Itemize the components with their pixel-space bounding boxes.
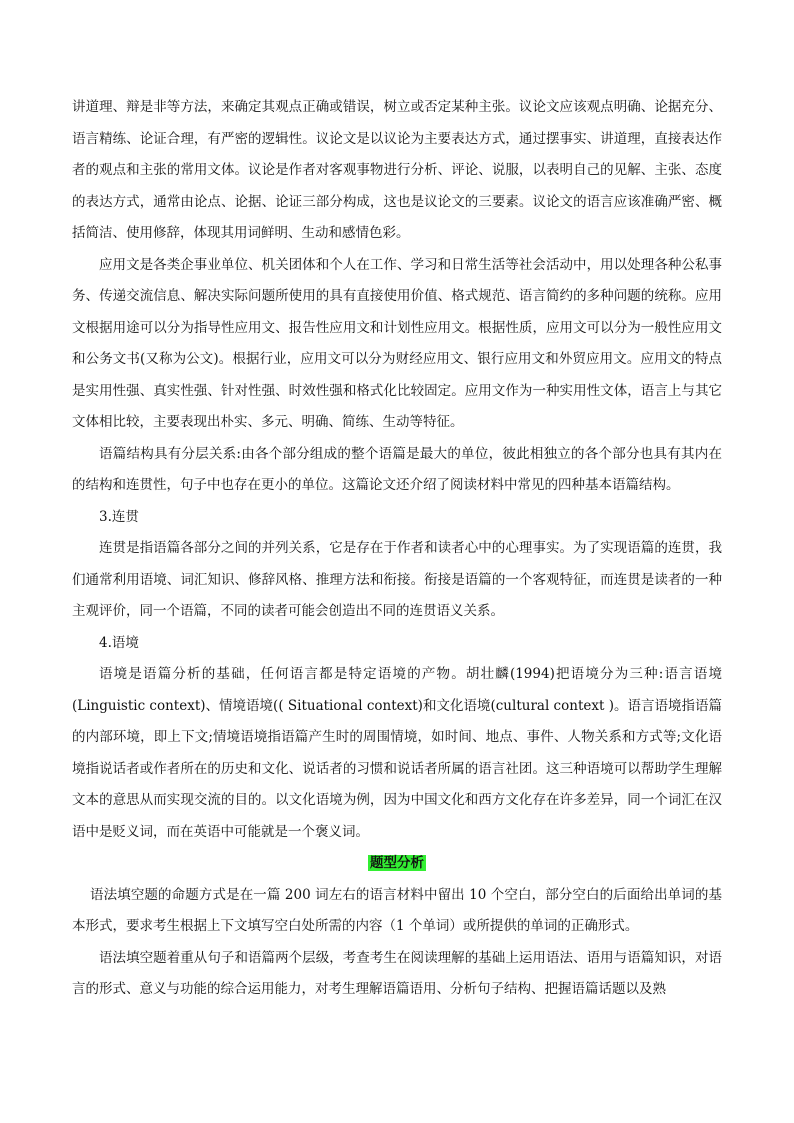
- document-body: [72, 92, 722, 1006]
- heading-context: 4.语境: [99, 634, 139, 651]
- heading-coherence: 3.连贯: [99, 508, 139, 525]
- paragraph-context: 语境是语篇分析的基础，任何语言都是特定语境的产物。胡壮麟(1994)把语境分为三种:语言语境(Linguistic context)、情境语境(( Situational context)和文化语境(cultural context )。语言语境指语篇的内部环境，即上下文;情境语境指语篇产生时的周围情境，如时间、地点、事件、人物关系和方式等;文化语境指说话者或作者所在的历史和文化、说话者的习惯和说话者所属的语言社团。这三种语境可以帮助学生理解文本的意思从而实现交流的目的。以文化语境为例，因为中国文化和西方文化存在许多差异，同一个词汇在汉语中是贬义词，而在英语中可能就是一个褒义词。: [72, 666, 722, 840]
- paragraph-question-format: 语法填空题的命题方式是在一篇 200 词左右的语言材料中留出 10 个空白，部分空白的后面给出单词的基本形式，要求考生根据上下文填写空白处所需的内容（1 个单词）或所提供的单词的正确形式。: [72, 886, 722, 934]
- section-title: [72, 848, 722, 880]
- paragraph-coherence: 连贯是指语篇各部分之间的并列关系，它是存在于作者和读者心中的心理事实。为了实现语篇的连贯，我们通常利用语境、词汇知识、修辞风格、推理方法和衔接。衔接是语篇的一个客观特征，而连贯是读者的一种主观评价，同一个语篇，不同的读者可能会创造出不同的连贯语义关系。: [72, 540, 722, 619]
- paragraph-discourse-structure: 语篇结构具有分层关系:由各个部分组成的整个语篇是最大的单位，彼此相独立的各个部分也具有其内在的结构和连贯性，句子中也存在更小的单位。这篇论文还介绍了阅读材料中常见的四种基本语篇结构。: [72, 445, 722, 493]
- paragraph-practical-writing: 应用文是各类企事业单位、机关团体和个人在工作、学习和日常生活等社会活动中，用以处理各种公私事务、传递交流信息、解决实际问题所使用的具有直接使用价值、格式规范、语言简约的多种问题的统称。应用文根据用途可以分为指导性应用文、报告性应用文和计划性应用文。根据性质，应用文可以分为一般性应用文和公务文书(又称为公文)。根据行业，应用文可以分为财经应用文、银行应用文和外贸应用文。应用文的特点是实用性强、真实性强、针对性强、时效性强和格式化比较固定。应用文作为一种实用性文体，语言上与其它文体相比较，主要表现出朴实、多元、明确、简练、生动等特征。: [72, 256, 722, 430]
- paragraph-argumentative: 讲道理、辩是非等方法，来确定其观点正确或错误，树立或否定某种主张。议论文应该观点明确、论据充分、语言精练、论证合理，有严密的逻辑性。议论文是以议论为主要表达方式，通过摆事实、讲道理，直接表达作者的观点和主张的常用文体。议论是作者对客观事物进行分析、评论、说服，以表明自己的见解、主张、态度的表达方式，通常由论点、论据、论证三部分构成，这也是议论文的三要素。议论文的语言应该准确严密、概括简洁、使用修辞，体现其用词鲜明、生动和感情色彩。: [72, 99, 722, 241]
- section-title-highlight: 题型分析: [370, 855, 424, 871]
- paragraph-question-focus: 语法填空题着重从句子和语篇两个层级，考查考生在阅读理解的基础上运用语法、语用与语篇知识，对语言的形式、意义与功能的综合运用能力，对考生理解语篇语用、分析句子结构、把握语篇话题以及熟: [72, 949, 722, 997]
